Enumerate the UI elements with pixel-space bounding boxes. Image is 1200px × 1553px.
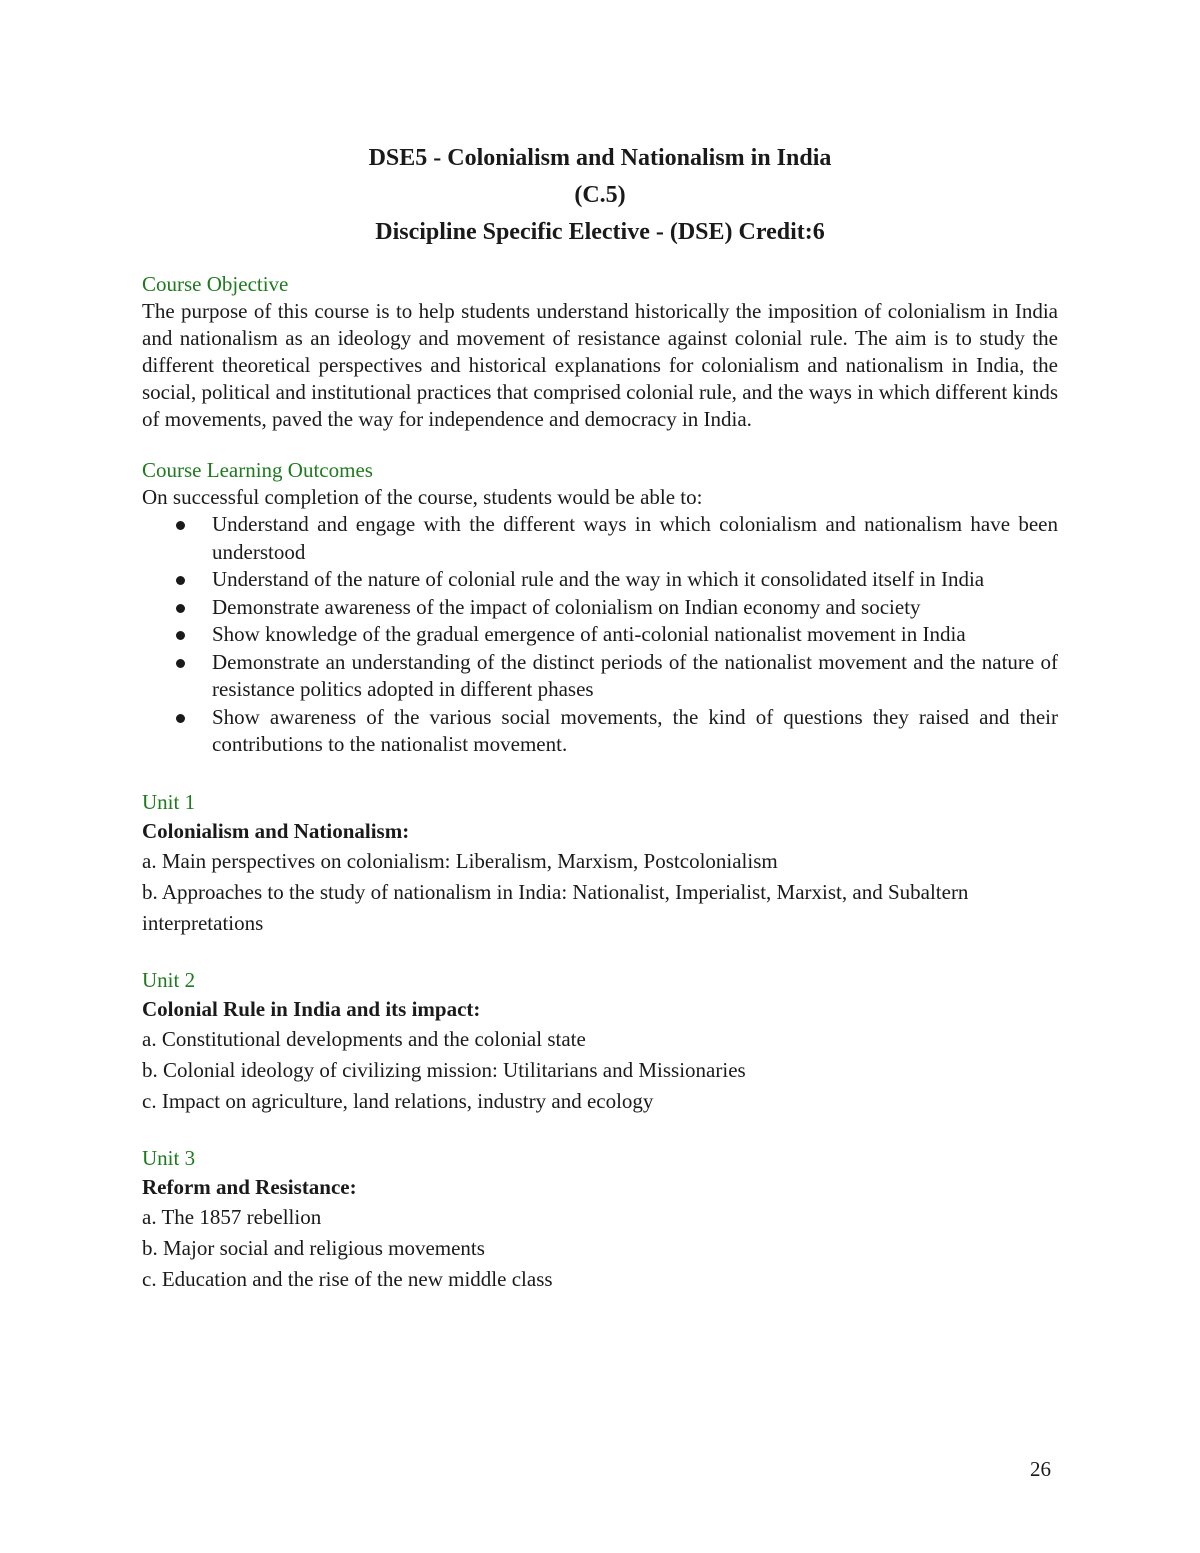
learning-outcomes-heading: Course Learning Outcomes xyxy=(142,458,373,482)
unit-2-item-a: a. Constitutional developments and the colonial state xyxy=(142,1026,586,1051)
unit-2-item-b: b. Colonial ideology of civilizing mission: Utilitarians and Missionaries xyxy=(142,1057,746,1082)
page-number: 26 xyxy=(1030,1457,1051,1481)
bullet-icon xyxy=(176,576,185,585)
list-item xyxy=(142,704,1058,759)
title-line-3: Discipline Specific Elective - (DSE) Credit:6 xyxy=(375,219,825,245)
unit-1-section xyxy=(142,789,1058,939)
learning-outcomes-list xyxy=(142,511,1058,759)
unit-1-item-a: a. Main perspectives on colonialism: Liberalism, Marxism, Postcolonialism xyxy=(142,848,778,873)
bullet-icon xyxy=(176,714,185,723)
list-item xyxy=(142,621,1058,649)
unit-1-item-b: b. Approaches to the study of nationalism in India: Nationalist, Imperialist, Marxist, and Subaltern interpretations xyxy=(142,879,969,935)
list-item-text: Demonstrate awareness of the impact of colonialism on Indian economy and society xyxy=(212,594,921,619)
list-item-text: Show awareness of the various social movements, the kind of questions they raised and their contributions to the nationalist movement. xyxy=(212,704,1058,756)
unit-1-title: Colonialism and Nationalism: xyxy=(142,818,410,843)
unit-3-item-b: b. Major social and religious movements xyxy=(142,1235,485,1260)
unit-3-title: Reform and Resistance: xyxy=(142,1174,357,1199)
bullet-icon xyxy=(176,631,185,640)
unit-1-heading: Unit 1 xyxy=(142,789,196,814)
learning-outcomes-section xyxy=(142,457,1058,759)
document-title xyxy=(142,140,1058,251)
course-objective-text: The purpose of this course is to help students understand historically the imposition of colonialism in India and nationalism as an ideology and movement of resistance against colonial rule. The aim is to study the different theoretical perspectives and historical explanations for colonialism and nationalism in India, the social, political and institutional practices that comprised colonial rule, and the ways in which different kinds of movements, paved the way for independence and democracy in India. xyxy=(142,299,1058,431)
list-item xyxy=(142,649,1058,704)
title-line-1: DSE5 - Colonialism and Nationalism in India xyxy=(368,145,832,171)
unit-2-title: Colonial Rule in India and its impact: xyxy=(142,996,481,1021)
list-item xyxy=(142,511,1058,566)
list-item-text: Show knowledge of the gradual emergence of anti-colonial nationalist movement in India xyxy=(212,622,966,646)
learning-outcomes-intro: On successful completion of the course, students would be able to: xyxy=(142,485,703,509)
unit-2-heading: Unit 2 xyxy=(142,967,196,992)
course-objective-section xyxy=(142,271,1058,433)
bullet-icon xyxy=(176,521,185,530)
list-item xyxy=(142,566,1058,594)
course-objective-heading: Course Objective xyxy=(142,272,289,296)
list-item xyxy=(142,594,1058,622)
unit-3-item-c: c. Education and the rise of the new middle class xyxy=(142,1266,553,1291)
list-item-text: Understand and engage with the different ways in which colonialism and nationalism have been understood xyxy=(212,512,1058,564)
unit-2-item-c: c. Impact on agriculture, land relations, industry and ecology xyxy=(142,1088,654,1113)
list-item-text: Understand of the nature of colonial rule and the way in which it consolidated itself in India xyxy=(212,567,985,591)
unit-3-item-a: a. The 1857 rebellion xyxy=(142,1204,322,1229)
bullet-icon xyxy=(176,659,185,668)
unit-3-section xyxy=(142,1145,1058,1295)
unit-2-section xyxy=(142,967,1058,1117)
bullet-icon xyxy=(176,604,185,613)
document-page xyxy=(142,140,1058,1295)
unit-3-heading: Unit 3 xyxy=(142,1145,196,1170)
list-item-text: Demonstrate an understanding of the distinct periods of the nationalist movement and the nature of resistance politics adopted in different phases xyxy=(212,649,1058,701)
title-line-2: (C.5) xyxy=(574,182,626,208)
